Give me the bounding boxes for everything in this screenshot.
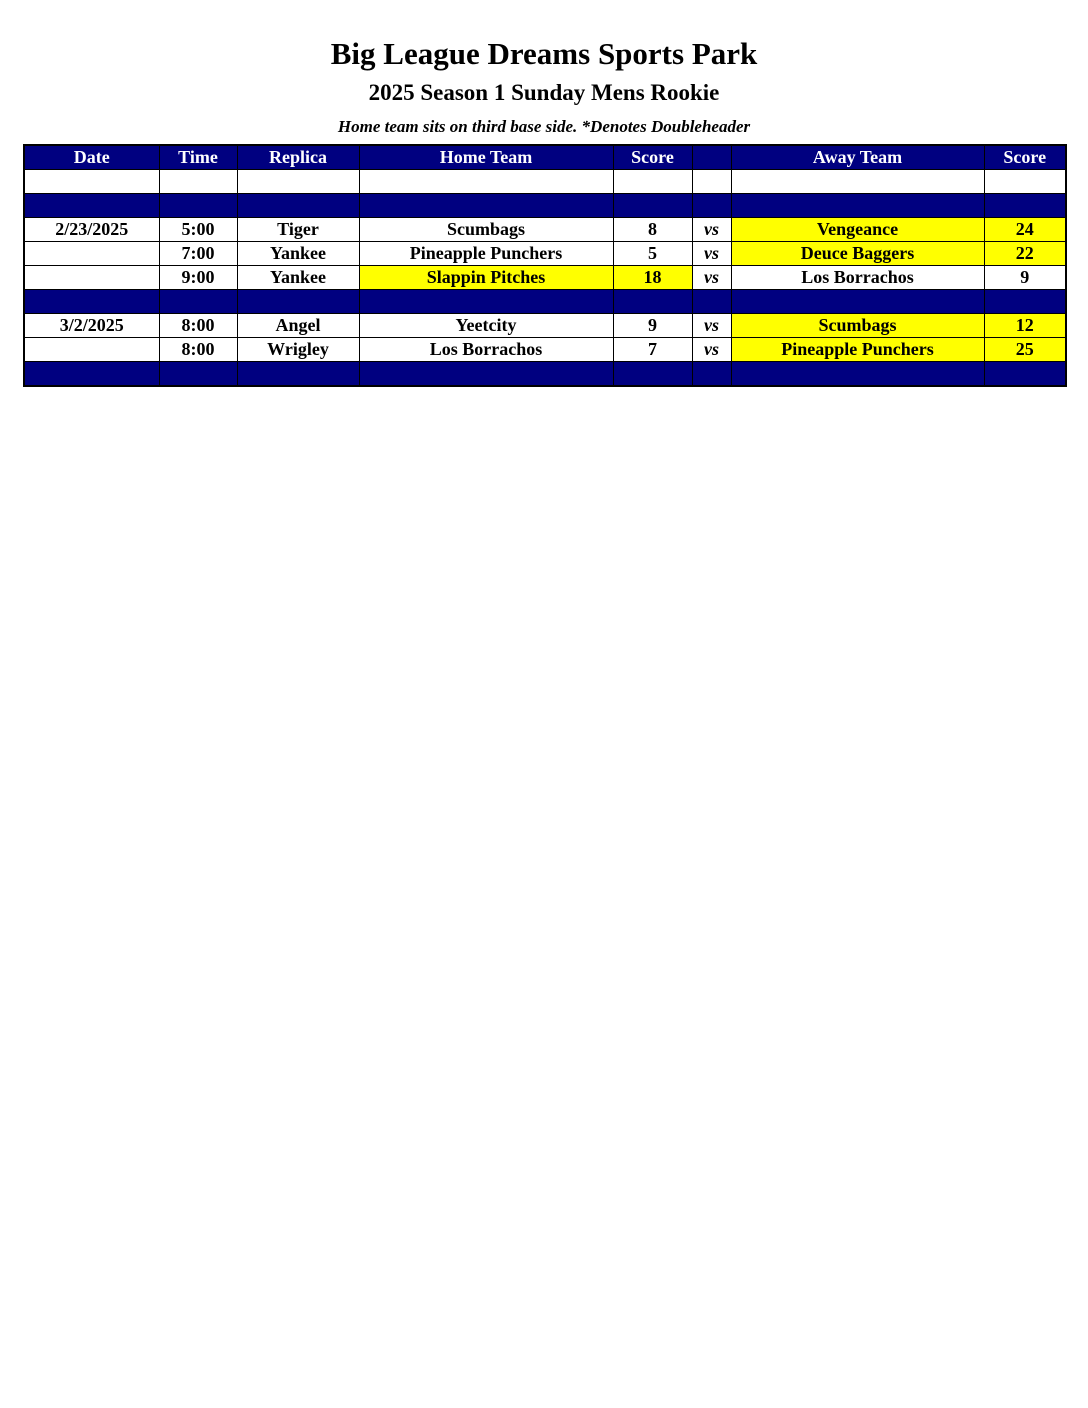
game-date	[24, 266, 159, 290]
game-replica: Yankee	[237, 242, 359, 266]
vs-label: vs	[692, 242, 731, 266]
game-row	[24, 314, 1066, 338]
blank-row	[24, 170, 1066, 194]
away-team: Deuce Baggers	[731, 242, 984, 266]
game-replica: Angel	[237, 314, 359, 338]
separator-row	[24, 290, 1066, 314]
schedule-table	[23, 144, 1067, 387]
away-score: 9	[984, 266, 1066, 290]
column-header-away-team: Away Team	[731, 145, 984, 170]
game-row	[24, 218, 1066, 242]
game-date: 3/2/2025	[24, 314, 159, 338]
separator-row	[24, 362, 1066, 387]
game-time: 7:00	[159, 242, 237, 266]
game-time: 5:00	[159, 218, 237, 242]
column-header-vs	[692, 145, 731, 170]
away-score: 12	[984, 314, 1066, 338]
page-title: Big League Dreams Sports Park	[330, 36, 758, 71]
home-score: 7	[613, 338, 692, 362]
home-team: Slappin Pitches	[359, 266, 613, 290]
home-team: Pineapple Punchers	[359, 242, 613, 266]
away-score: 24	[984, 218, 1066, 242]
game-row	[24, 338, 1066, 362]
away-team: Pineapple Punchers	[731, 338, 984, 362]
column-header-date: Date	[24, 145, 159, 170]
column-header-away-score: Score	[984, 145, 1066, 170]
table-header-row	[24, 145, 1066, 170]
away-score: 22	[984, 242, 1066, 266]
home-score: 8	[613, 218, 692, 242]
game-row	[24, 266, 1066, 290]
away-team: Los Borrachos	[731, 266, 984, 290]
home-score: 18	[613, 266, 692, 290]
away-team: Scumbags	[731, 314, 984, 338]
column-header-home-score: Score	[613, 145, 692, 170]
vs-label: vs	[692, 218, 731, 242]
game-date	[24, 338, 159, 362]
game-replica: Tiger	[237, 218, 359, 242]
column-header-home-team: Home Team	[359, 145, 613, 170]
home-team: Los Borrachos	[359, 338, 613, 362]
home-team: Scumbags	[359, 218, 613, 242]
game-replica: Wrigley	[237, 338, 359, 362]
column-header-time: Time	[159, 145, 237, 170]
away-score: 25	[984, 338, 1066, 362]
vs-label: vs	[692, 266, 731, 290]
separator-row	[24, 194, 1066, 218]
home-score: 5	[613, 242, 692, 266]
game-time: 8:00	[159, 338, 237, 362]
game-date	[24, 242, 159, 266]
vs-label: vs	[692, 314, 731, 338]
game-time: 9:00	[159, 266, 237, 290]
home-team: Yeetcity	[359, 314, 613, 338]
schedule-note: Home team sits on third base side. *Denotes Doubleheader	[337, 117, 751, 136]
game-row	[24, 242, 1066, 266]
vs-label: vs	[692, 338, 731, 362]
away-team: Vengeance	[731, 218, 984, 242]
game-date: 2/23/2025	[24, 218, 159, 242]
game-time: 8:00	[159, 314, 237, 338]
game-replica: Yankee	[237, 266, 359, 290]
page-subtitle: 2025 Season 1 Sunday Mens Rookie	[368, 80, 720, 105]
column-header-replica: Replica	[237, 145, 359, 170]
home-score: 9	[613, 314, 692, 338]
